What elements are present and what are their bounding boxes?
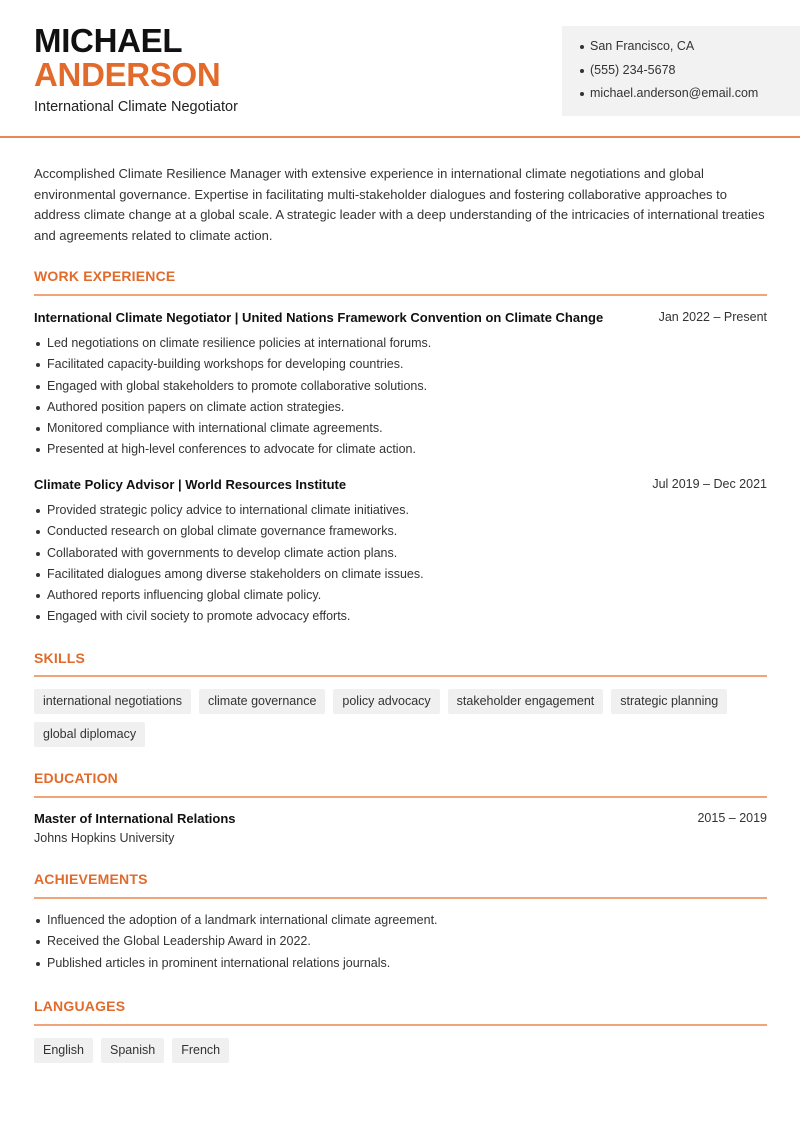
contact-phone: (555) 234-5678 [580,62,800,86]
languages-divider [34,1024,767,1026]
list-item: Influenced the adoption of a landmark international climate agreement. [34,912,767,933]
job-title: International Climate Negotiator [34,99,238,115]
skill-tag: strategic planning [611,689,727,714]
job-1-dates: Jan 2022 – Present [658,310,767,324]
first-name: MICHAEL [34,22,183,59]
list-item: Engaged with global stakeholders to promote collaborative solutions. [34,378,767,399]
resume-header [0,0,800,138]
education-heading: EDUCATION [34,770,118,786]
contact-list [580,38,800,109]
list-item: Collaborated with governments to develop climate action plans. [34,545,767,566]
language-tag: English [34,1038,93,1063]
education-divider [34,796,767,798]
languages-tags [34,1038,767,1063]
list-item: Conducted research on global climate governance frameworks. [34,523,767,544]
list-item: Authored reports influencing global climate policy. [34,587,767,608]
languages-heading: LANGUAGES [34,998,126,1014]
skills-heading: SKILLS [34,650,85,666]
skill-tag: climate governance [199,689,325,714]
skills-tags [34,689,767,747]
skill-tag: international negotiations [34,689,191,714]
list-item: Monitored compliance with international climate agreements. [34,420,767,441]
job-2-title: Climate Policy Advisor | World Resources Institute [34,477,347,492]
contact-box [562,26,800,116]
skill-tag: stakeholder engagement [448,689,604,714]
contact-location: San Francisco, CA [580,38,800,62]
education-school: Johns Hopkins University [34,831,175,845]
list-item: Led negotiations on climate resilience policies at international forums. [34,335,767,356]
list-item: Presented at high-level conferences to advocate for climate action. [34,441,767,462]
skills-divider [34,675,767,677]
language-tag: Spanish [101,1038,164,1063]
skill-tag: global diplomacy [34,722,145,747]
job-1-title: International Climate Negotiator | United Nations Framework Convention on Climate Change [34,310,604,325]
summary: Accomplished Climate Resilience Manager with extensive experience in international climate negotiations and global environmental governance. Expertise in facilitating multi-stakeholder dialogues and fostering collaborative approaches to address climate change at a global scale. A strategic leader with a deep understanding of the intricacies of international treaties and agreements related to climate action. [34,166,765,243]
list-item: Engaged with civil society to promote advocacy efforts. [34,608,767,629]
list-item: Received the Global Leadership Award in 2022. [34,933,767,954]
education-dates: 2015 – 2019 [697,811,767,825]
list-item: Published articles in prominent international relations journals. [34,955,767,976]
contact-email: michael.anderson@email.com [580,85,800,109]
achievements-heading: ACHIEVEMENTS [34,871,148,887]
list-item: Facilitated dialogues among diverse stakeholders on climate issues. [34,566,767,587]
work-experience-divider [34,294,767,296]
job-2-dates: Jul 2019 – Dec 2021 [652,477,767,491]
list-item: Provided strategic policy advice to international climate initiatives. [34,502,767,523]
list-item: Facilitated capacity-building workshops for developing countries. [34,356,767,377]
list-item: Authored position papers on climate action strategies. [34,399,767,420]
job-2-bullets [34,502,767,630]
language-tag: French [172,1038,229,1063]
job-1-bullets [34,335,767,463]
achievements-bullets [34,912,767,976]
achievements-divider [34,897,767,899]
last-name: ANDERSON [34,56,221,93]
education-degree: Master of International Relations [34,811,236,826]
skill-tag: policy advocacy [333,689,439,714]
work-experience-heading: WORK EXPERIENCE [34,268,176,284]
